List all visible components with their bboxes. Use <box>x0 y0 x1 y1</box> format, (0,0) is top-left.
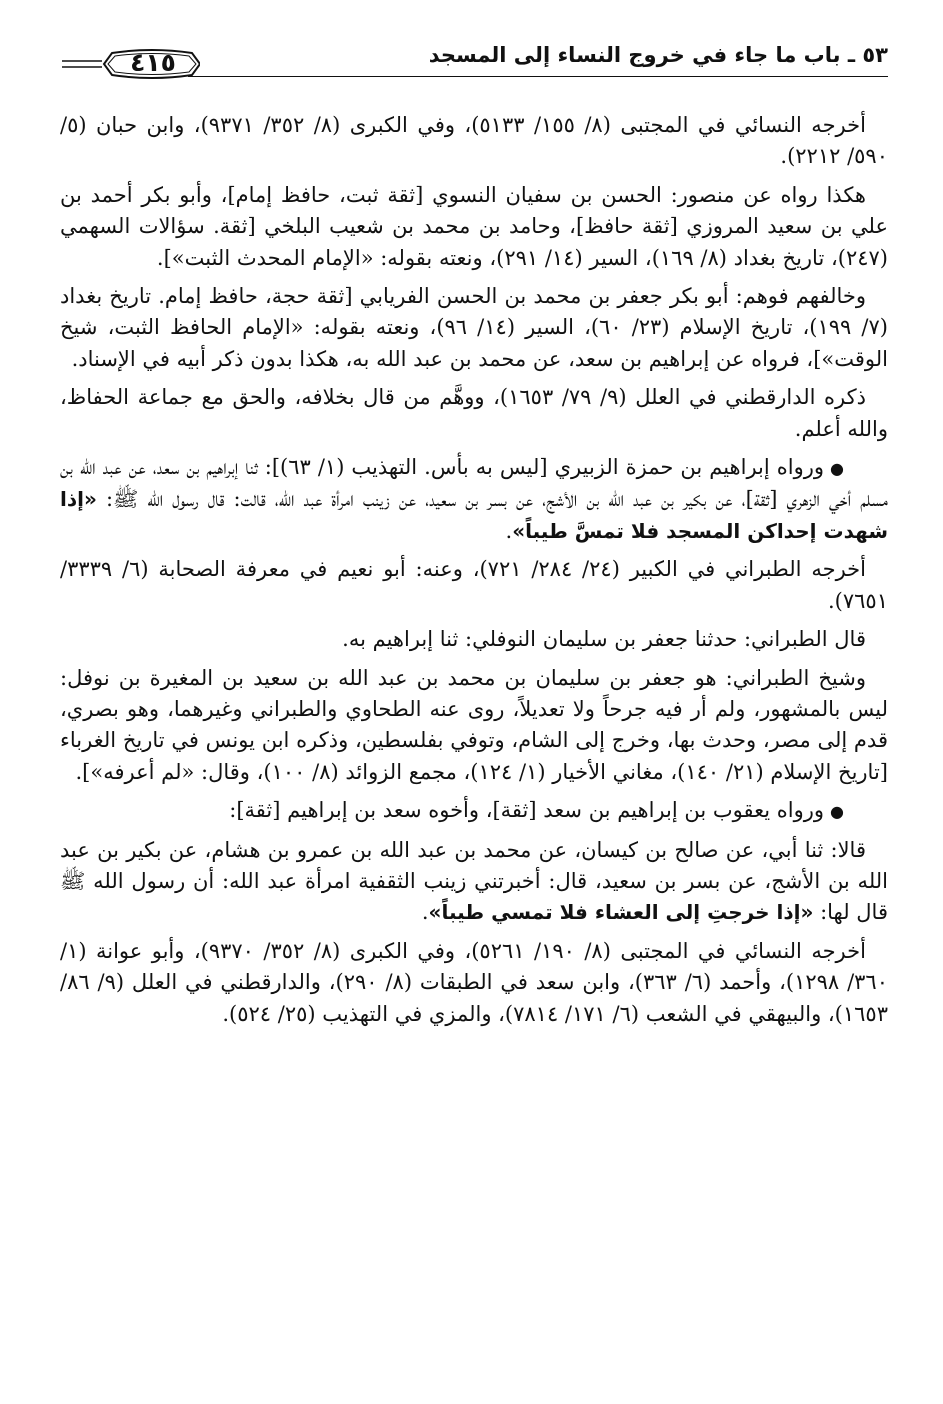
paragraph: وشيخ الطبراني: هو جعفر بن سليمان بن محمد بن عبد الله بن سعيد بن المغيرة بن نوفل: ليس بالمشهور، ولم أر فيه جرحاً ولا تعديلاً، روى عنه الطحاوي والطبراني وغيرهما، وهو بصري، قدم إلى مصر، وحدث بها، وخرج إلى الشام، وتوفي بفلسطين، وذكره ابن يونس في تاريخ الغرباء [تاريخ الإسلام (٢١/ ١٤٠)، مغاني الأخيار (١/ ١٢٤)، مجمع الزوائد (٨/ ١٠٠)، وقال: «لم أعرفه»]. <box>60 665 888 784</box>
page-number: ٤١٥ <box>130 48 176 77</box>
paragraph: أخرجه الطبراني في الكبير (٢٤/ ٢٨٤/ ٧٢١)، وعنه: أبو نعيم في معرفة الصحابة (٦/ ٣٣٣٩/ ٧٦٥١). <box>60 557 888 613</box>
main-text <box>60 110 888 1037</box>
bullet-icon: ● <box>830 802 844 822</box>
book-page <box>60 30 888 1380</box>
paragraph: أخرجه النسائي في المجتبى (٨/ ١٥٥/ ٥١٣٣)، وفي الكبرى (٨/ ٣٥٢/ ٩٣٧١)، وابن حبان (٥/ ٥٩٠/ ٢٢١٢). <box>60 113 888 169</box>
running-title: ٥٣ ـ باب ما جاء في خروج النساء إلى المسجد <box>428 43 888 67</box>
paragraph: وخالفهم فوهم: أبو بكر جعفر بن محمد بن الحسن الفريابي [ثقة حجة، حافظ إمام. تاريخ بغداد (٧/ ١٩٩)، تاريخ الإسلام (٢٣/ ٦٠)، السير (١٤/ ٩٦)، ونعته بقوله: «الإمام الحافظ الثبت، شيخ الوقت»]، فرواه عن إبراهيم بن سعد، عن محمد بن عبد الله به، هكذا بدون ذكر أبيه في الإسناد. <box>60 284 888 371</box>
header-divider <box>188 76 888 77</box>
paragraph: قالا: ثنا أبي، عن صالح بن كيسان، عن محمد بن عبد الله بن عمرو بن هشام، عن بكير بن عبد الله بن الأشج، عن بسر بن سعيد، قال: أخبرتني زينب الثقفية امرأة عبد الله: أن رسول الله ﷺ قال لها: «إذا خرجتِ إلى العشاء فلا تمسي طيباً». <box>60 837 888 925</box>
bullet-icon: ● <box>830 459 844 479</box>
hadith-quote: «إذا شهدت إحداكن المسجد فلا تمسَّ طيباً» <box>60 487 888 543</box>
hadith-quote: «إذا خرجتِ إلى العشاء فلا تمسي طيباً» <box>428 900 814 925</box>
paragraph-bullet: ●ورواه إبراهيم بن حمزة الزبيري [ليس به بأس. التهذيب (١/ ٦٣)]: ثنا إبراهيم بن سعد، عن عبد الله بن مسلم أخي الزهري [ثقة]، عن بكير بن عبد الله بن الأشج، عن بسر بن سعيد، عن زينب امرأة عبد الله، قالت: قال رسول الله ﷺ: «إذا شهدت إحداكن المسجد فلا تمسَّ طيباً». <box>60 455 888 543</box>
paragraph: قال الطبراني: حدثنا جعفر بن سليمان النوفلي: ثنا إبراهيم به. <box>342 627 866 652</box>
paragraph: ذكره الدارقطني في العلل (٩/ ٧٩/ ١٦٥٣)، ووهَّم من قال بخلافه، والحق مع جماعة الحفاظ، والله أعلم. <box>60 385 888 441</box>
paragraph: هكذا رواه عن منصور: الحسن بن سفيان النسوي [ثقة ثبت، حافظ إمام]، وأبو بكر أحمد بن علي بن سعيد المروزي [ثقة حافظ]، وحامد بن محمد بن شعيب البلخي [ثقة. سؤالات السهمي (٢٤٧)، تاريخ بغداد (٨/ ١٦٩)، السير (١٤/ ٢٩١)، ونعته بقوله: «الإمام المحدث الثبت»]. <box>60 182 888 270</box>
page-number-frame <box>60 44 200 84</box>
page-header <box>60 30 888 98</box>
paragraph-bullet: ●ورواه يعقوب بن إبراهيم بن سعد [ثقة]، وأخوه سعد بن إبراهيم [ثقة]: <box>60 795 888 827</box>
paragraph: أخرجه النسائي في المجتبى (٨/ ١٩٠/ ٥٢٦١)، وفي الكبرى (٨/ ٣٥٢/ ٩٣٧٠)، وأبو عوانة (١/ ٣٦٠/ ١٢٩٨)، وأحمد (٦/ ٣٦٣)، وابن سعد في الطبقات (٨/ ٢٩٠)، والدارقطني في العلل (٩/ ٨٦/ ١٦٥٣)، والبيهقي في الشعب (٦/ ١٧١/ ٧٨١٤)، والمزي في التهذيب (٢٥/ ٥٢٤). <box>60 938 888 1026</box>
